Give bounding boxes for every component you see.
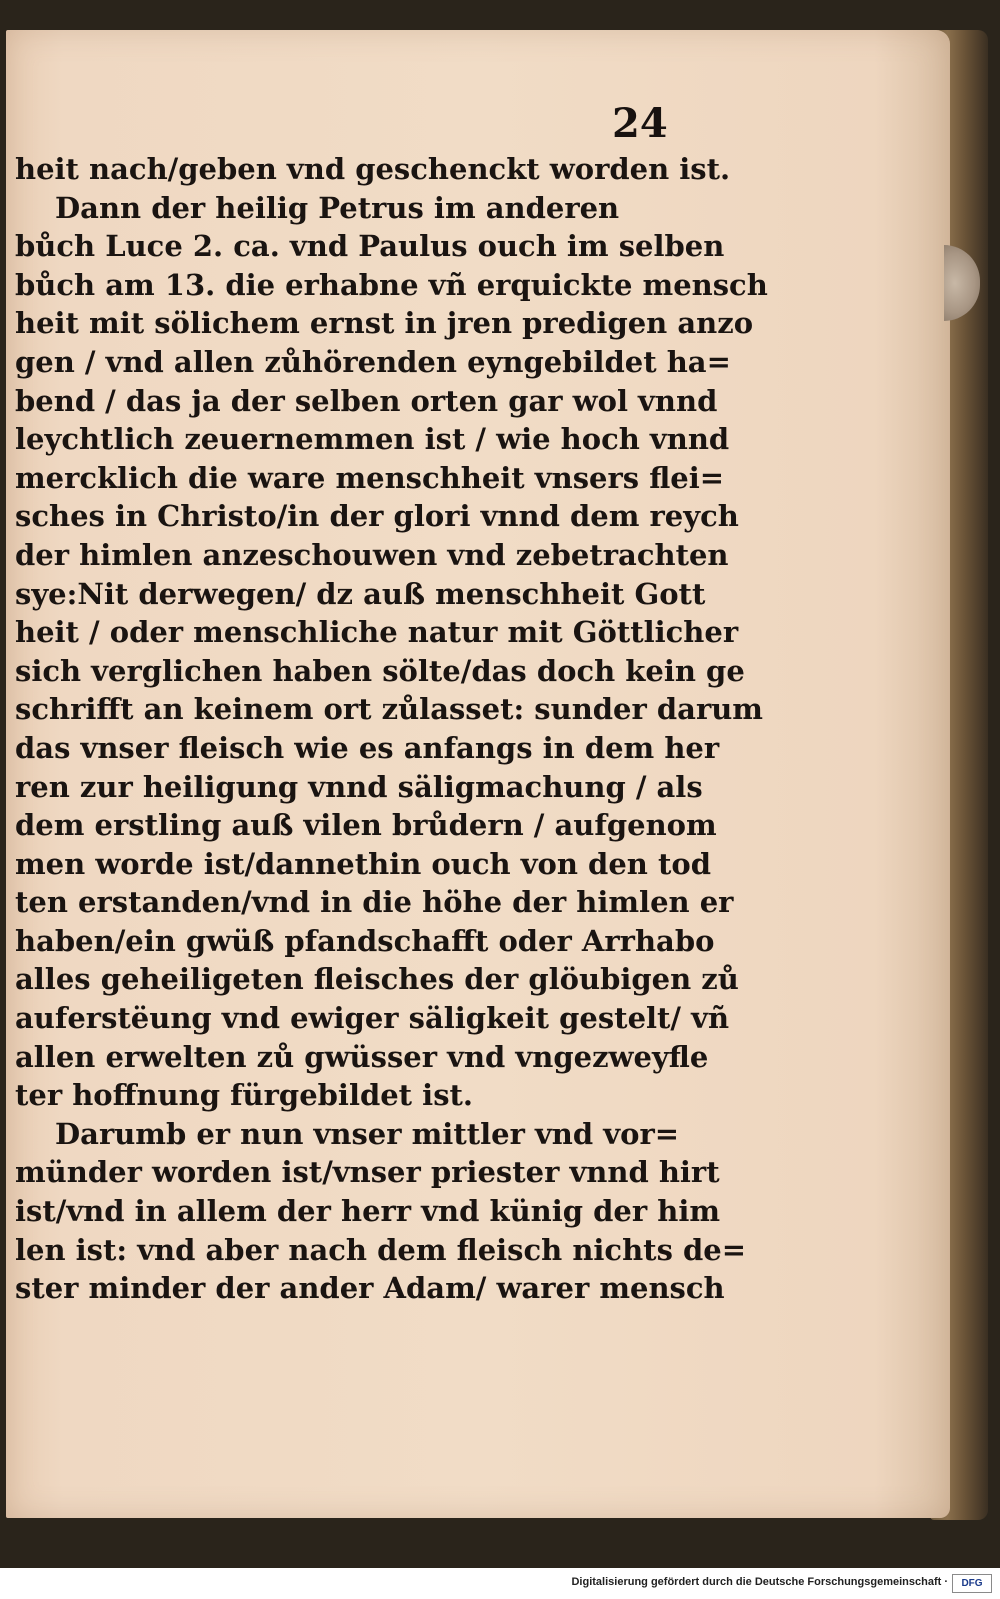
text-line: das vnser fleisch wie es anfangs in dem her (15, 730, 720, 765)
text-line: ster minder der ander Adam/ warer mensch (15, 1271, 725, 1306)
text-line: leychtlich zeuernemmen ist / wie hoch vnnd (15, 422, 730, 457)
text-line: münder worden ist/vnser priester vnnd hirt (15, 1155, 720, 1190)
text-line: sye:Nit derwegen/ dz auß menschheit Gott (15, 576, 706, 611)
text-line: der himlen anzeschouwen vnd zebetrachten (15, 537, 729, 572)
text-line: bend / das ja der selben orten gar wol vnnd (15, 383, 718, 418)
text-line: mercklich die ware menschheit vnsers flei= (15, 460, 725, 495)
text-line: heit / oder menschliche natur mit Göttlicher (15, 615, 739, 650)
text-line: ter hoffnung fürgebildet ist. (15, 1078, 474, 1113)
text-line: heit mit sölichem ernst in jren predigen anzo (15, 306, 754, 341)
text-line: auferstëung vnd ewiger säligkeit gestelt/ vñ (15, 1001, 730, 1036)
text-line: men worde ist/dannethin ouch von den tod (15, 846, 711, 881)
text-line: alles geheiligeten fleisches der glöubigen zů (15, 962, 739, 997)
text-line: len ist: vnd aber nach dem fleisch nichts de= (15, 1232, 747, 1267)
text-line: haben/ein gwüß pfandschafft oder Arrhabo (15, 923, 715, 958)
digitization-credit: Digitalisierung gefördert durch die Deutsche Forschungsgemeinschaft · (571, 1576, 948, 1588)
text-line: Darumb er nun vnser mittler vnd vor= (55, 1116, 680, 1151)
text-line: ist/vnd in allem der herr vnd künig der him (15, 1194, 721, 1229)
text-line: ten erstanden/vnd in die höhe der himlen er (15, 885, 734, 920)
text-line: ren zur heiligung vnnd säligmachung / als (15, 769, 703, 804)
text-line: Dann der heilig Petrus im anderen (55, 190, 620, 225)
dfg-logo (952, 1574, 992, 1593)
text-line: bůch Luce 2. ca. vnd Paulus ouch im selben (15, 229, 725, 264)
text-line: schrifft an keinem ort zůlasset: sunder darum (15, 692, 763, 727)
text-line: bůch am 13. die erhabne vñ erquickte mensch (15, 267, 768, 302)
page-number: 24 (612, 100, 668, 147)
footer-bar (0, 1568, 1000, 1599)
page-text (15, 150, 768, 1308)
text-line: dem erstling auß vilen brůdern / aufgenom (15, 808, 717, 843)
text-line: gen / vnd allen zůhörenden eyngebildet ha= (15, 344, 731, 379)
text-line: allen erwelten zů gwüsser vnd vngezweyfle (15, 1039, 709, 1074)
text-line: heit nach/geben vnd geschenckt worden ist. (15, 152, 731, 186)
text-line: sches in Christo/in der glori vnnd dem reych (15, 499, 739, 534)
text-line: sich verglichen haben sölte/das doch kein ge (15, 653, 745, 688)
dfg-logo-text: DFG (961, 1578, 983, 1589)
